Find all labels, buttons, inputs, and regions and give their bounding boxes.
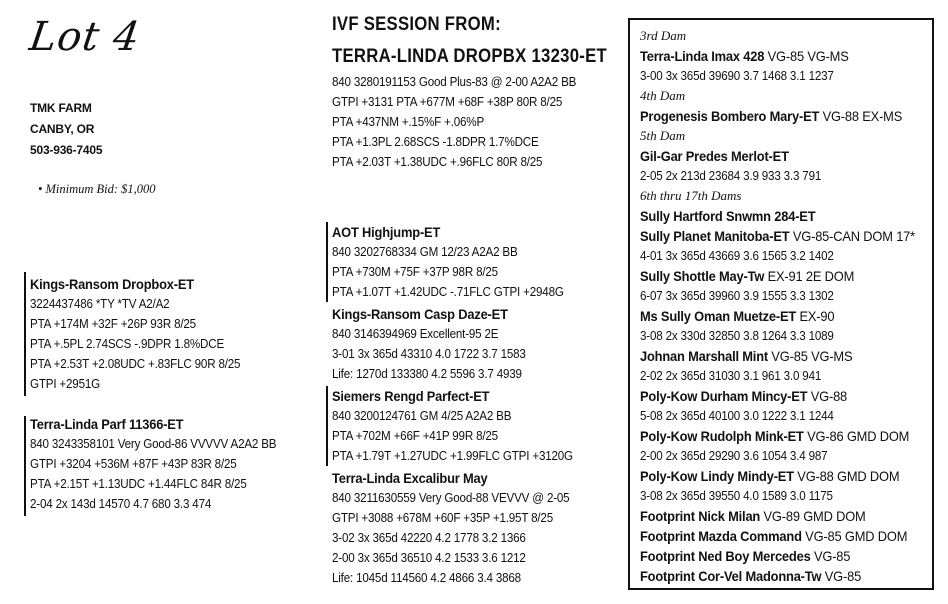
dam-block bbox=[30, 414, 295, 514]
sire-bracket bbox=[24, 272, 26, 396]
dam-line: 2-04 2x 143d 14570 4.7 680 3.3 474 bbox=[30, 497, 212, 511]
fifth-dam-label: 5th Dam bbox=[640, 128, 686, 143]
dam-line: PTA +2.15T +1.13UDC +1.44FLC 84R 8/25 bbox=[30, 477, 247, 491]
pedigree-line: Life: 1270d 133380 4.2 5596 3.7 4939 bbox=[332, 367, 522, 381]
pedigree-line: PTA +702M +66F +41P 99R 8/25 bbox=[332, 429, 498, 443]
ivf-header: IVF SESSION FROM: bbox=[332, 14, 501, 35]
sire-line: PTA +2.53T +2.08UDC +.83FLC 90R 8/25 bbox=[30, 357, 241, 371]
dam-record: 3-08 2x 365d 39550 4.0 1589 3.0 1175 bbox=[640, 489, 833, 503]
middle-block-2 bbox=[332, 304, 540, 384]
fourth-dam-label: 4th Dam bbox=[640, 88, 686, 103]
pedigree-line: 840 3211630559 Very Good-88 VEVVV @ 2-05 bbox=[332, 491, 570, 505]
dam-name: Poly-Kow Rudolph Mink-ET VG-86 GMD DOM bbox=[640, 428, 910, 444]
dam-record: 5-08 2x 365d 40100 3.0 1222 3.1 1244 bbox=[640, 409, 834, 423]
ivf-line: 840 3280191153 Good Plus-83 @ 2-00 A2A2 BB bbox=[332, 75, 577, 89]
dam-record: 3-08 2x 330d 32850 3.8 1264 3.3 1089 bbox=[640, 329, 834, 343]
dam-name: Sully Planet Manitoba-ET VG-85-CAN DOM 17* bbox=[640, 228, 915, 244]
sire-line: PTA +.5PL 2.74SCS -.9DPR 1.8%DCE bbox=[30, 337, 225, 351]
dam-record: 6-07 3x 365d 39960 3.9 1555 3.3 1302 bbox=[640, 289, 834, 303]
pedigree-name: AOT Highjump-ET bbox=[332, 224, 441, 240]
middle-block-1 bbox=[332, 222, 581, 302]
pedigree-line: GTPI +3088 +678M +60F +35P +1.95T 8/25 bbox=[332, 511, 553, 525]
dam-record: 2-00 2x 365d 29290 3.6 1054 3.4 987 bbox=[640, 449, 828, 463]
third-dam-name: Terra-Linda Imax 428 VG-85 VG-MS bbox=[640, 48, 849, 64]
sire-block bbox=[30, 274, 256, 394]
pedigree-line: 840 3146394969 Excellent-95 2E bbox=[332, 327, 499, 341]
farm-info bbox=[30, 98, 102, 161]
sire-line: PTA +174M +32F +26P 93R 8/25 bbox=[30, 317, 196, 331]
dam-name: Terra-Linda Parf 11366-ET bbox=[30, 416, 184, 432]
ivf-cow-name: TERRA-LINDA DROPBX 13230-ET bbox=[332, 46, 607, 67]
dam-name: Footprint Nick Milan VG-89 GMD DOM bbox=[640, 508, 866, 524]
dam-record: 4-01 3x 365d 43669 3.6 1565 3.2 1402 bbox=[640, 249, 834, 263]
middle-block-4 bbox=[332, 468, 587, 588]
sixth-dams-label: 6th thru 17th Dams bbox=[640, 188, 742, 203]
ivf-line: PTA +2.03T +1.38UDC +.96FLC 80R 8/25 bbox=[332, 155, 543, 169]
farm-phone: 503-936-7405 bbox=[30, 143, 103, 157]
dam-line: GTPI +3204 +536M +87F +43P 83R 8/25 bbox=[30, 457, 237, 471]
dam-name: Footprint Mazda Command VG-85 GMD DOM bbox=[640, 528, 908, 544]
sire-line: GTPI +2951G bbox=[30, 377, 101, 391]
pedigree-line: PTA +1.79T +1.27UDC +1.99FLC GTPI +3120G bbox=[332, 449, 573, 463]
dam-name: Poly-Kow Lindy Mindy-ET VG-88 GMD DOM bbox=[640, 468, 900, 484]
pedigree-line: 2-00 3x 365d 36510 4.2 1533 3.6 1212 bbox=[332, 551, 526, 565]
fifth-dam-name: Gil-Gar Predes Merlot-ET bbox=[640, 148, 789, 164]
dam-name: Poly-Kow Durham Mincy-ET VG-88 bbox=[640, 388, 848, 404]
pedigree-name: Kings-Ransom Casp Daze-ET bbox=[332, 306, 508, 322]
dam-name: Ms Sully Oman Muetze-ET EX-90 bbox=[640, 308, 835, 324]
dam-name: Sully Hartford Snwmn 284-ET bbox=[640, 208, 816, 224]
middle-bracket-1 bbox=[326, 222, 328, 302]
pedigree-name: Terra-Linda Excalibur May bbox=[332, 470, 488, 486]
dam-name: Footprint Ned Boy Mercedes VG-85 bbox=[640, 548, 851, 564]
ivf-line: PTA +1.3PL 2.68SCS -1.8DPR 1.7%DCE bbox=[332, 135, 539, 149]
minimum-bid: • Minimum Bid: $1,000 bbox=[38, 182, 156, 196]
pedigree-line: 840 3200124761 GM 4/25 A2A2 BB bbox=[332, 409, 512, 423]
pedigree-line: 3-02 3x 365d 42220 4.2 1778 3.2 1366 bbox=[332, 531, 526, 545]
dam-family-list bbox=[640, 26, 930, 586]
sire-name: Kings-Ransom Dropbox-ET bbox=[30, 276, 194, 292]
pedigree-line: 840 3202768334 GM 12/23 A2A2 BB bbox=[332, 245, 518, 259]
lot-title: Lot 4 bbox=[26, 14, 144, 60]
third-dam-label: 3rd Dam bbox=[640, 28, 687, 43]
fifth-dam-record: 2-05 2x 213d 23684 3.9 933 3.3 791 bbox=[640, 169, 822, 183]
dam-record: 2-02 2x 365d 31030 3.1 961 3.0 941 bbox=[640, 369, 822, 383]
middle-bracket-3 bbox=[326, 386, 328, 466]
farm-name: TMK FARM bbox=[30, 101, 92, 115]
dam-line: 840 3243358101 Very Good-86 VVVVV A2A2 BB bbox=[30, 437, 277, 451]
fourth-dam-name: Progenesis Bombero Mary-ET VG-88 EX-MS bbox=[640, 108, 903, 124]
pedigree-line: Life: 1045d 114560 4.2 4866 3.4 3868 bbox=[332, 571, 521, 585]
farm-city: CANBY, OR bbox=[30, 122, 95, 136]
pedigree-name: Siemers Rengd Parfect-ET bbox=[332, 388, 490, 404]
dam-bracket bbox=[24, 416, 26, 516]
pedigree-line: PTA +1.07T +1.42UDC -.71FLC GTPI +2948G bbox=[332, 285, 564, 299]
dam-name: Footprint Cor-Vel Madonna-Tw VG-85 bbox=[640, 568, 862, 584]
sire-line: 3224437486 *TY *TV A2/A2 bbox=[30, 297, 170, 311]
pedigree-line: PTA +730M +75F +37P 98R 8/25 bbox=[332, 265, 498, 279]
ivf-line: PTA +437NM +.15%F +.06%P bbox=[332, 115, 485, 129]
third-dam-record: 3-00 3x 365d 39690 3.7 1468 3.1 1237 bbox=[640, 69, 834, 83]
ivf-line: GTPI +3131 PTA +677M +68F +38P 80R 8/25 bbox=[332, 95, 563, 109]
dam-name: Sully Shottle May-Tw EX-91 2E DOM bbox=[640, 268, 855, 284]
dam-name: Johnan Marshall Mint VG-85 VG-MS bbox=[640, 348, 853, 364]
dam-family-box bbox=[628, 18, 934, 590]
middle-block-3 bbox=[332, 386, 591, 466]
pedigree-line: 3-01 3x 365d 43310 4.0 1722 3.7 1583 bbox=[332, 347, 526, 361]
ivf-details bbox=[332, 72, 595, 172]
